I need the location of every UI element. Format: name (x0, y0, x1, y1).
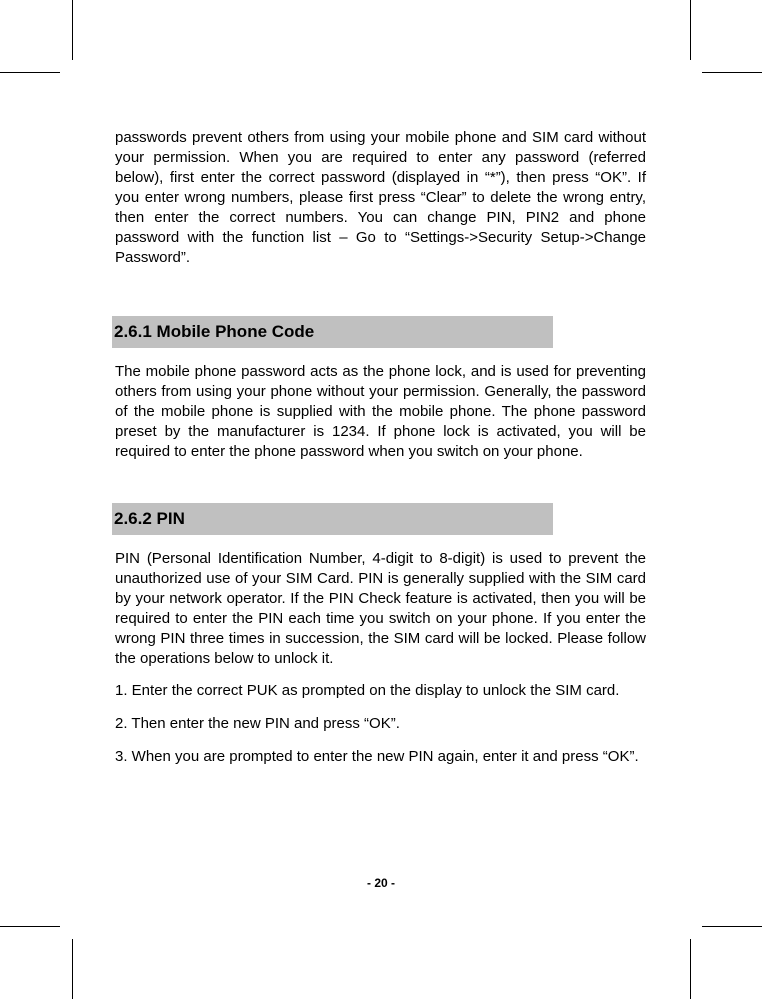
pin-step-1: 1. Enter the correct PUK as prompted on the display to unlock the SIM card. (115, 682, 620, 699)
pin-paragraph: PIN (Personal Identification Number, 4-digit to 8-digit) is used to prevent the unauthorized use of your SIM Card. PIN is generally supplied with the SIM card by your network operator. If the PIN Check feature is activated, then you will be required to enter the PIN each time you switch on your phone. If you enter the wrong PIN three times in succession, the SIM card will be locked. Please follow the operations below to unlock it. (115, 550, 646, 667)
crop-mark-bottom-right-vertical (690, 939, 691, 999)
crop-mark-bottom-left-horizontal (0, 926, 60, 927)
mobile-phone-code-paragraph: The mobile phone password acts as the phone lock, and is used for preventing others from using your phone without your permission. Generally, the password of the mobile phone is supplied with the mobile phone. The phone password preset by the manufacturer is 1234. If phone lock is activated, you will be required to enter the phone password when you switch on your phone. (115, 363, 646, 460)
page-number: - 20 - (366, 876, 395, 890)
pin-step-3: 3. When you are prompted to enter the new PIN again, enter it and press “OK”. (115, 748, 639, 765)
crop-mark-top-right-vertical (690, 0, 691, 60)
section-heading-mobile-phone-code: 2.6.1 Mobile Phone Code (112, 316, 553, 348)
crop-mark-top-left-vertical (72, 0, 73, 60)
page-content (115, 128, 646, 767)
section-heading-pin: 2.6.2 PIN (112, 503, 553, 535)
crop-mark-top-left-horizontal (0, 72, 60, 73)
intro-paragraph: passwords prevent others from using your mobile phone and SIM card without your permission. When you are required to enter any password (referred below), first enter the correct password (displayed in “*”), then press “OK”. If you enter wrong numbers, please first press “Clear” to delete the wrong entry, then enter the correct numbers. You can change PIN, PIN2 and phone password with the function list – Go to “Settings->Security Setup->Change Password”. (115, 129, 646, 266)
crop-mark-top-right-horizontal (702, 72, 762, 73)
crop-mark-bottom-left-vertical (72, 939, 73, 999)
crop-mark-bottom-right-horizontal (702, 926, 762, 927)
pin-step-2: 2. Then enter the new PIN and press “OK”. (115, 715, 400, 732)
